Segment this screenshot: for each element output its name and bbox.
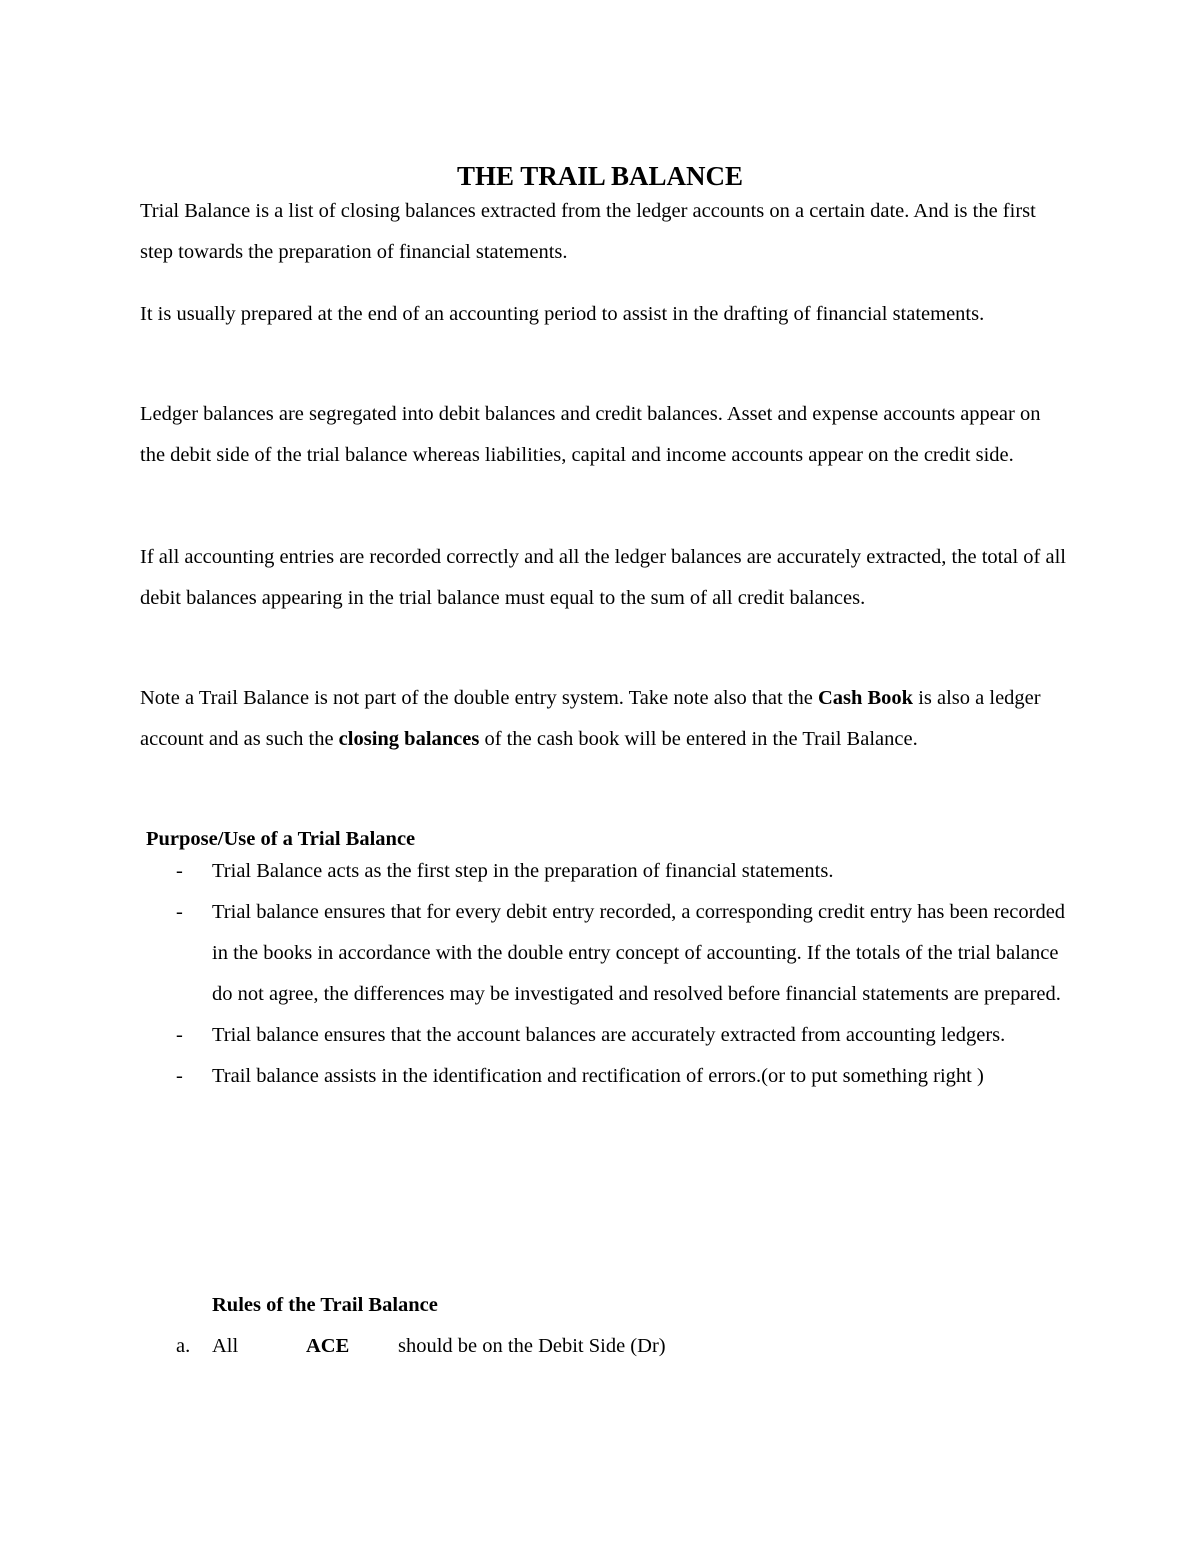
purpose-list bbox=[140, 851, 1080, 1097]
list-item-text: Trial balance ensures that for every debit entry recorded, a corresponding credit entry has been recorded in the books in accordance with the double entry concept of accounting. If the totals of the trial balance do not agree, the differences may be investigated and resolved before financial statements are prepared. bbox=[212, 901, 1066, 1005]
list-item bbox=[140, 851, 1080, 892]
rule-all-text: All bbox=[212, 1335, 239, 1357]
rule-ace-text: ACE bbox=[306, 1335, 350, 1357]
list-item-text: Trail balance assists in the identification and rectification of errors.(or to put something right ) bbox=[212, 1065, 984, 1087]
list-item bbox=[140, 892, 1080, 1015]
note-bold-cash-book: Cash Book bbox=[817, 687, 914, 709]
note-text-2: is also a ledger account and as such the bbox=[140, 687, 1041, 750]
dash-bullet-icon: - bbox=[176, 901, 183, 923]
list-item bbox=[140, 1015, 1080, 1056]
dash-bullet-icon: - bbox=[176, 860, 183, 882]
note-text-1: Note a Trail Balance is not part of the double entry system. Take note also that the bbox=[140, 687, 818, 709]
list-item-text: Trial balance ensures that the account balances are accurately extracted from accounting ledgers. bbox=[212, 1024, 1006, 1046]
paragraph-equality: If all accounting entries are recorded correctly and all the ledger balances are accurately extracted, the total of all debit balances appearing in the trial balance must equal to the sum of all credit balances. bbox=[140, 546, 1066, 609]
rule-letter: a. bbox=[176, 1335, 191, 1357]
purpose-heading: Purpose/Use of a Trial Balance bbox=[146, 828, 416, 850]
note-bold-closing-balances: closing balances bbox=[338, 728, 480, 750]
dash-bullet-icon: - bbox=[176, 1024, 183, 1046]
paragraph-timing: It is usually prepared at the end of an accounting period to assist in the drafting of financial statements. bbox=[140, 303, 985, 325]
note-text-3: of the cash book will be entered in the Trail Balance. bbox=[479, 728, 918, 750]
paragraph-definition: Trial Balance is a list of closing balances extracted from the ledger accounts on a certain date. And is the first step towards the preparation of financial statements. bbox=[140, 200, 1036, 263]
list-item-text: Trial Balance acts as the first step in the preparation of financial statements. bbox=[212, 860, 834, 882]
page-title: THE TRAIL BALANCE bbox=[456, 161, 744, 192]
dash-bullet-icon: - bbox=[176, 1065, 183, 1087]
paragraph-note bbox=[140, 678, 1070, 760]
paragraph-segregation: Ledger balances are segregated into debit balances and credit balances. Asset and expense accounts appear on the debit side of the trial balance whereas liabilities, capital and income accounts appear on the credit side. bbox=[140, 403, 1041, 466]
list-item bbox=[140, 1056, 1080, 1097]
rules-heading: Rules of the Trail Balance bbox=[212, 1294, 438, 1316]
rule-description: should be on the Debit Side (Dr) bbox=[398, 1335, 666, 1357]
